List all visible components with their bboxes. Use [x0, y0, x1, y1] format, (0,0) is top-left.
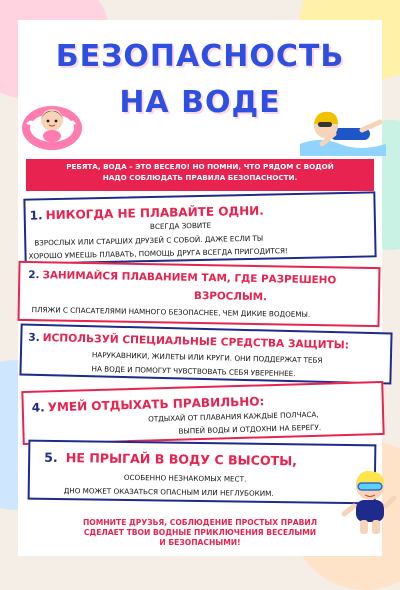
- rule-5-line1: ОСОБЕННО НЕЗНАКОМЫХ МЕСТ.: [123, 472, 247, 484]
- rule-3-line2: НА ВОДЕ И ПОМОГУТ ЧУВСТВОВАТЬ СЕБЯ УВЕРЕННЕЕ.: [91, 364, 296, 379]
- rule-2-heading-line1: [28, 269, 336, 286]
- rule-1-heading: [30, 204, 264, 223]
- footer-line3: И БЕЗОПАСНЫМИ!: [159, 537, 241, 547]
- child-in-swim-ring-illustration: [20, 96, 84, 154]
- intro-line2: НАДО СОБЛЮДАТЬ ПРАВИЛА БЕЗОПАСНОСТИ.: [102, 173, 298, 183]
- rule-1-number: 1.: [29, 208, 43, 223]
- rule-card-2: [18, 261, 381, 327]
- rule-1-heading-text: НИКОГДА НЕ ПЛАВАЙТЕ ОДНИ.: [45, 203, 264, 223]
- child-swimming-illustration: [300, 100, 386, 156]
- rule-3-line1: НАРУКАВНИКИ, ЖИЛЕТЫ ИЛИ КРУГИ. ОНИ ПОДДЕРЖАТ ТЕБЯ: [91, 350, 323, 365]
- rule-card-3: [19, 323, 392, 384]
- rule-3-heading-text: ИСПОЛЬЗУЙ СПЕЦИАЛЬНЫЕ СРЕДСТВА ЗАЩИТЫ:: [42, 332, 350, 352]
- rule-2-line1: ПЛЯЖИ С СПАСАТЕЛЯМИ НАМНОГО БЕЗОПАСНЕЕ, ЧЕМ ДИКИЕ ВОДОЕМЫ.: [31, 305, 311, 319]
- rule-4-line1: ОТДЫХАЙ ОТ ПЛАВАНИЯ КАЖДЫЕ ПОЛЧАСА,: [148, 409, 319, 424]
- rule-4-heading-text: УМЕЙ ОТДЫХАТЬ ПРАВИЛЬНО:: [47, 394, 265, 415]
- rule-1-line3: ХОРОШО УМЕЕШЬ ПЛАВАТЬ, ПОМОЩЬ ДРУГА ВСЕГДА ПРИГОДИТСЯ!: [28, 246, 288, 261]
- rule-3-heading: [28, 332, 349, 352]
- intro-banner: [26, 159, 374, 191]
- rule-5-heading-text: НЕ ПРЫГАЙ В ВОДУ С ВЫСОТЫ,: [65, 450, 298, 469]
- rule-4-number: 4.: [31, 400, 45, 415]
- footer-line2: СДЕЛАЕТ ТВОИ ВОДНЫЕ ПРИКЛЮЧЕНИЯ ВЕСЕЛЫМИ: [83, 527, 317, 537]
- rule-2-heading-line2: ВЗРОСЛЫМ.: [193, 289, 268, 304]
- rule-1-line1: ВСЕГДА ЗОВИТЕ: [149, 220, 212, 232]
- rule-3-number: 3.: [28, 331, 40, 344]
- poster-title-line1: БЕЗОПАСНОСТЬ: [55, 39, 345, 74]
- rule-5-heading: [44, 450, 297, 469]
- rule-4-line2: ВЫПЕЙ ВОДЫ И ОТДОХНИ НА БЕРЕГУ.: [178, 422, 322, 436]
- rule-card-1: [23, 191, 376, 264]
- rule-1-line2: ВЗРОСЛЫХ ИЛИ СТАРШИХ ДРУЗЕЙ С СОБОЙ. ДАЖЕ ЕСЛИ ТЫ: [34, 233, 264, 248]
- footer-line1: ПОМНИТЕ ДРУЗЬЯ, СОБЛЮДЕНИЕ ПРОСТЫХ ПРАВИЛ: [82, 518, 318, 527]
- footer-message: [20, 518, 380, 548]
- rule-card-5: [28, 440, 377, 505]
- intro-line1: РЕБЯТА, ВОДА – ЭТО ВЕСЕЛО! НО ПОМНИ, ЧТО РЯДОМ С ВОДОЙ: [66, 162, 334, 171]
- rule-card-4: [21, 381, 384, 445]
- rule-2-number: 2.: [28, 269, 40, 282]
- poster-title-line2: НА ВОДЕ: [119, 85, 281, 120]
- rule-2-heading-text: ЗАНИМАЙСЯ ПЛАВАНИЕМ ТАМ, ГДЕ РАЗРЕШЕНО: [42, 269, 337, 287]
- rule-5-line2: ДНО МОЖЕТ ОКАЗАТЬСЯ ОПАСНЫМ ИЛИ НЕГЛУБОКИМ.: [63, 486, 274, 499]
- rule-5-number: 5.: [44, 449, 58, 465]
